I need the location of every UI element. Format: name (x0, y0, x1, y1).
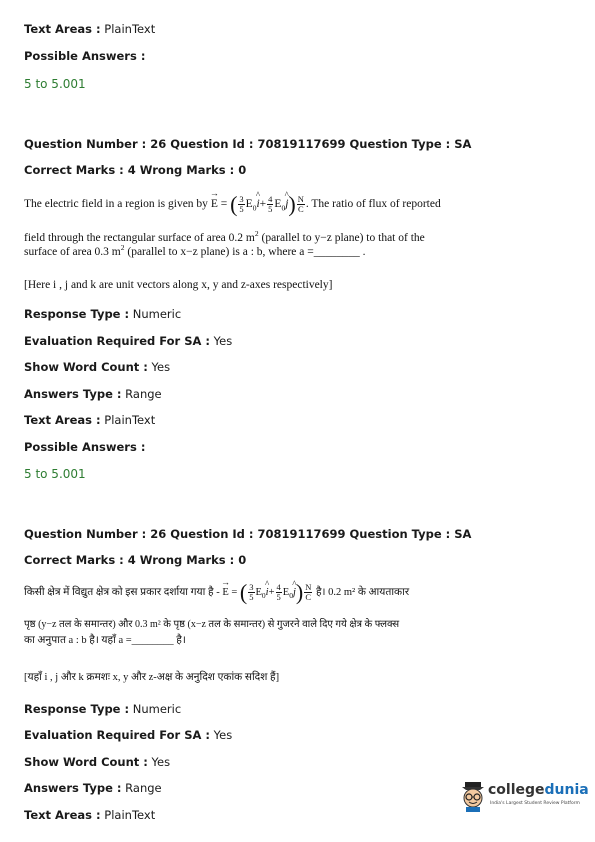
e-zero: E (245, 198, 253, 210)
response-type-row (24, 307, 181, 321)
q2-sup: 2 (254, 229, 259, 238)
q3-part-b: (parallel to x−z plane) is a : b, where a =________ . (124, 245, 366, 258)
text-areas-row-3 (24, 808, 155, 822)
unit-vector-i: ^ i (256, 191, 259, 217)
question-text-prefix: The electric field in a region is given by (24, 198, 208, 210)
q2-part-a: field through the rectangular surface of area 0.2 m (24, 231, 255, 244)
text-areas-value: PlainText (100, 22, 156, 36)
logo-name-b: dunia (544, 782, 589, 798)
hindi-text-line-2: पृष्ठ (y−z तल के समान्तर) और 0.3 m² के पृष्ठ (x−z तल के समान्तर) से गुजरने वाले दिए गये क्षेत्र के फ्लक्स (24, 619, 400, 630)
hindi-text-line-1 (24, 580, 409, 610)
fraction-4-5: $\frac{4}{5}$ (268, 193, 273, 214)
e-zero-2: E (274, 198, 282, 210)
text-areas-value-3: PlainText (100, 808, 156, 822)
e-zero-h2: E (282, 587, 290, 598)
unit-n-per-c: $\frac{N}{C}$ (297, 193, 304, 214)
hindi-note: [यहाँ i , j और k क्रमशः x, y और z-अक्ष के अनुदिश एकांक सदिश हैं] (24, 672, 280, 683)
hindi-text-prefix: किसी क्षेत्र में विद्युत क्षेत्र को इस प्रकार दर्शाया गया है - (24, 587, 220, 598)
word-count-label-3: Show Word Count : (24, 755, 148, 769)
possible-answer-value-2: 5 to 5.001 (24, 467, 86, 481)
plus-sign: + (259, 198, 267, 210)
word-count-label: Show Word Count : (24, 360, 148, 374)
q2-part-b: (parallel to y−z plane) to that of the (258, 231, 425, 244)
question-marks: Correct Marks : 4 Wrong Marks : 0 (24, 163, 247, 177)
evaluation-value: Yes (210, 334, 233, 348)
word-count-value-3: Yes (147, 755, 171, 769)
question-text-line-3 (24, 241, 365, 259)
response-type-label-3: Response Type : (24, 702, 130, 716)
word-count-row (24, 360, 170, 374)
response-type-row-3 (24, 702, 181, 716)
logo-wordmark (488, 782, 589, 798)
question-header: Question Number : 26 Question Id : 70819117699 Question Type : SA (24, 137, 472, 151)
mascot-icon (458, 780, 488, 812)
response-type-label: Response Type : (24, 307, 130, 321)
equals-sign: = (217, 198, 231, 210)
answers-type-label: Answers Type : (24, 387, 122, 401)
e-zero-sub-2: 0 (281, 203, 286, 213)
text-areas-label-2: Text Areas : (24, 413, 101, 427)
answers-type-value-3: Range (121, 781, 162, 795)
fraction-3-5: $\frac{3}{5}$ (239, 193, 244, 214)
q3-sup: 2 (120, 243, 125, 252)
evaluation-value-3: Yes (210, 728, 233, 742)
vector-e: → E (211, 191, 218, 217)
evaluation-label: Evaluation Required For SA : (24, 334, 211, 348)
unit-vector-j: ^ j (285, 191, 288, 217)
word-count-value: Yes (147, 360, 171, 374)
unit-n-per-c-hindi: $\frac{N}{C}$ (305, 582, 312, 603)
possible-answers-label-2: Possible Answers : (24, 440, 146, 454)
question-header-hindi: Question Number : 26 Question Id : 70819117699 Question Type : SA (24, 527, 472, 541)
e-zero-sub-h: 0 (261, 591, 266, 601)
response-type-value: Numeric (129, 307, 182, 321)
text-areas-row-2 (24, 413, 155, 427)
paren-open-hindi: ( (239, 579, 248, 605)
plus-sign-hindi: + (268, 587, 275, 598)
question-text-suffix: . The ratio of flux of reported (305, 198, 441, 210)
text-areas-row (24, 22, 155, 36)
question-note: [Here i , j and k are unit vectors along x, y and z-axes respectively] (24, 279, 333, 291)
unit-vector-i-hindi: ^ i (266, 580, 269, 606)
evaluation-row (24, 334, 232, 348)
hindi-text-suffix: है। 0.2 m² के आयताकार (313, 587, 410, 598)
text-areas-value-2: PlainText (100, 413, 156, 427)
fraction-4-5-hindi: $\frac{4}{5}$ (276, 582, 281, 603)
q3-part-a: surface of area 0.3 m (24, 245, 121, 258)
collegedunia-logo (458, 780, 589, 814)
question-text-line-1 (24, 191, 441, 221)
answers-type-label-3: Answers Type : (24, 781, 122, 795)
logo-name-a: college (488, 782, 545, 798)
unit-vector-j-hindi: ^ j (293, 580, 296, 606)
evaluation-row-3 (24, 728, 232, 742)
possible-answers-label: Possible Answers : (24, 49, 146, 63)
logo-tagline: India's Largest Student Review Platform (490, 801, 580, 806)
answers-type-value: Range (121, 387, 162, 401)
hindi-text-line-3: का अनुपात a : b है। यहाँ a =________ है। (24, 635, 186, 646)
equals-sign-hindi: = (228, 587, 240, 598)
question-marks-hindi: Correct Marks : 4 Wrong Marks : 0 (24, 553, 247, 567)
answers-type-row (24, 387, 162, 401)
paren-close-hindi: ) (295, 579, 304, 605)
evaluation-label-3: Evaluation Required For SA : (24, 728, 211, 742)
e-zero-h: E (255, 587, 262, 598)
paren-close: ) (288, 191, 296, 217)
paren-open: ( (230, 191, 238, 217)
fraction-3-5-hindi: $\frac{3}{5}$ (249, 582, 254, 603)
possible-answer-value: 5 to 5.001 (24, 77, 86, 91)
response-type-value-3: Numeric (129, 702, 182, 716)
e-zero-sub-h2: 0 (289, 591, 293, 601)
e-zero-sub: 0 (252, 203, 257, 213)
answers-type-row-3 (24, 781, 162, 795)
text-areas-label: Text Areas : (24, 22, 101, 36)
vector-e-hindi: → E (222, 580, 228, 606)
text-areas-label-3: Text Areas : (24, 808, 101, 822)
word-count-row-3 (24, 755, 170, 769)
